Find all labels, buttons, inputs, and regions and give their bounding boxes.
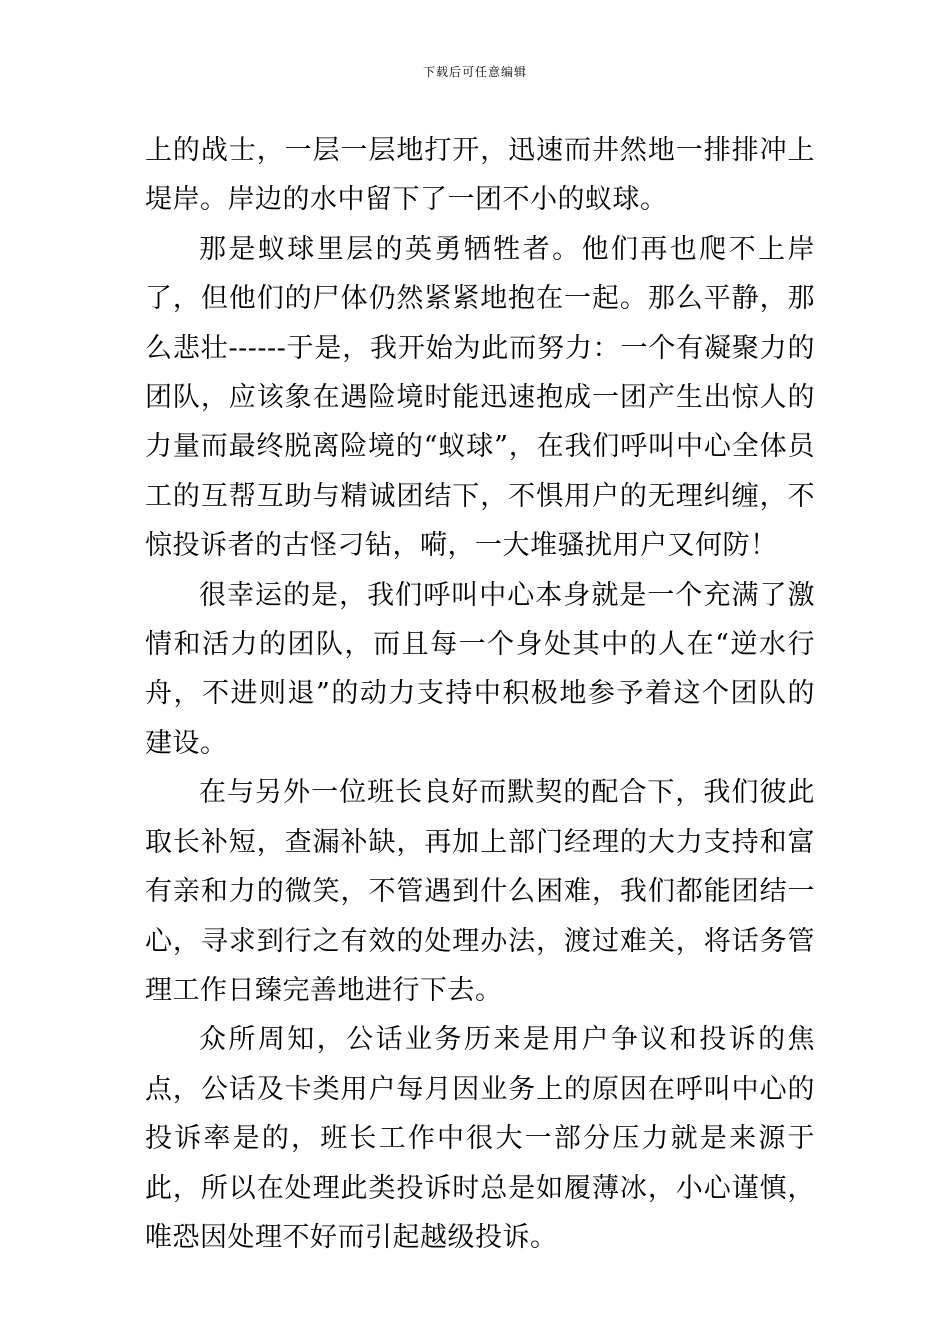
paragraph-4: 在与另外一位班长良好而默契的配合下，我们彼此取长补短，查漏补缺，再加上部门经理的大力支持和富有亲和力的微笑，不管遇到什么困难，我们都能团结一心，寻求到行之有效的处理办法，渡过难关，将话务管理工作日臻完善地进行下去。 (145, 777, 815, 1006)
paragraph-3: 很幸运的是，我们呼叫中心本身就是一个充满了激情和活力的团队，而且每一个身处其中的人在“逆水行舟，不进则退”的动力支持中积极地参予着这个团队的建设。 (145, 579, 815, 759)
paragraph-2: 那是蚁球里层的英勇牺牲者。他们再也爬不上岸了，但他们的尸体仍然紧紧地抱在一起。那么平静，那么悲壮------于是，我开始为此而努力：一个有凝聚力的团队，应该象在遇险境时能迅速抱成一团产生出惊人的力量而最终脱离险境的“蚁球”，在我们呼叫中心全体员工的互帮互助与精诚团结下，不惧用户的无理纠缠，不惊投诉者的古怪刁钻，嗬，一大堆骚扰用户又何防！ (145, 233, 815, 562)
page-header: 下载后可任意编辑 (422, 65, 527, 79)
document-body (145, 126, 815, 1262)
paragraph-1: 上的战士，一层一层地打开，迅速而井然地一排排冲上堤岸。岸边的水中留下了一团不小的蚁球。 (145, 135, 815, 216)
paragraph-5: 众所周知，公话业务历来是用户争议和投诉的焦点，公话及卡类用户每月因业务上的原因在呼叫中心的投诉率是的，班长工作中很大一部分压力就是来源于此，所以在处理此类投诉时总是如履薄冰，小心谨慎，唯恐因处理不好而引起越级投诉。 (145, 1024, 815, 1253)
